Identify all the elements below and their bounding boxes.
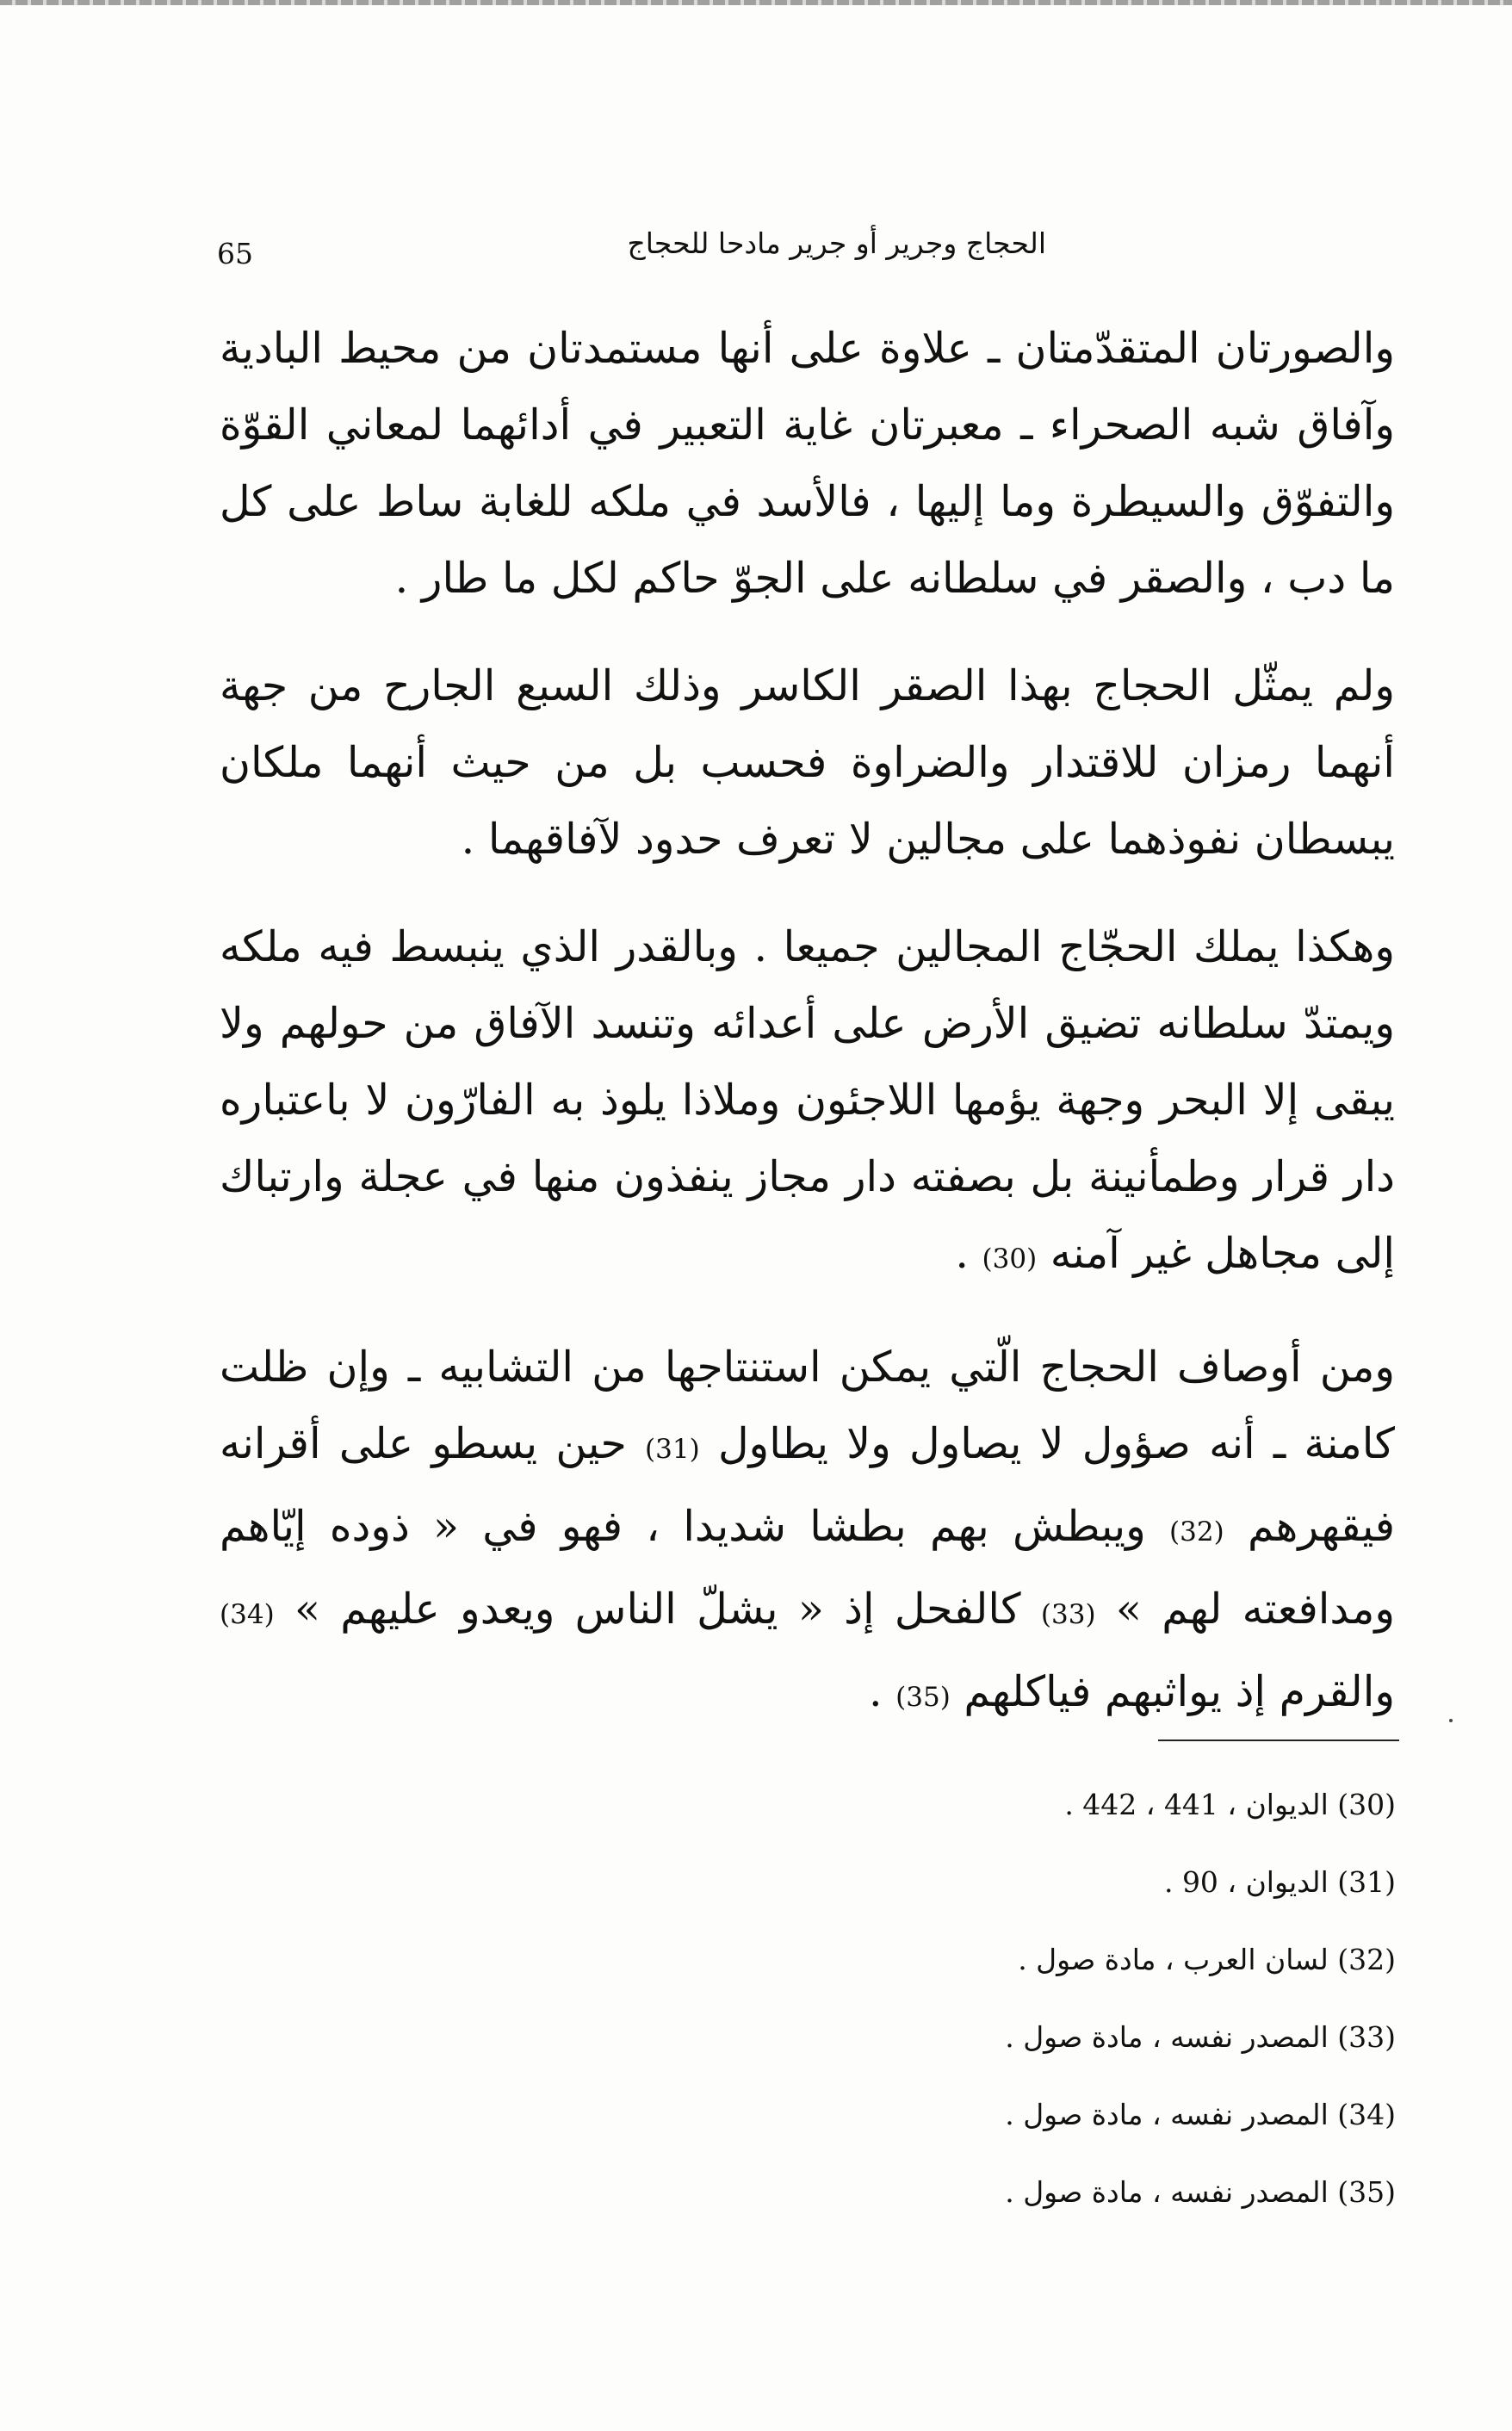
paragraph-3-tail: . (955, 1229, 982, 1278)
scan-speck (1449, 1719, 1453, 1722)
paragraph-2: ولم يمثّل الحجاج بهذا الصقر الكاسر وذلك السبع الجارح من جهة أنهما رمزان للاقتدار والضراوة فحسب بل من حيث أنهما ملكان يبسطان نفوذهما على مجالين لا تعرف حدود لآفاقهما . (220, 661, 1395, 864)
paragraph-4-part-4: كالفحل إذ « يشلّ الناس ويعدو عليهم » (294, 1584, 1041, 1634)
paragraph-3-text: وهكذا يملك الحجّاج المجالين جميعا . وبالقدر الذي ينبسط فيه ملكه ويمتدّ سلطانه تضيق الأرض على أعدائه وتنسد الآفاق من حولهم ولا يبقى إلا البحر وجهة يؤمها اللاجئون وملاذا يلوذ به الفارّون لا باعتباره دار قرار وطمأنينة بل بصفته دار مجاز ينفذون منها في عجلة وارتباك إلى مجاهل غير آمنه (220, 922, 1395, 1278)
top-scan-rule (0, 0, 1512, 5)
footnote-ref-30: (30) (982, 1243, 1038, 1274)
paragraph-4-part-5: والقرم إذ يواثبهم فياكلهم (964, 1667, 1395, 1716)
page-number: 65 (217, 237, 253, 270)
footnote-ref-33: (33) (1040, 1599, 1096, 1630)
footnote-31: (31) الديوان ، 90 . (1163, 1865, 1396, 1899)
footnote-ref-35: (35) (895, 1682, 951, 1713)
paragraph-3 (220, 909, 1395, 1298)
running-header (207, 220, 1395, 280)
footnote-ref-32: (32) (1169, 1516, 1224, 1547)
running-title: الحجاج وجرير أو جرير مادحا للحجاج (627, 226, 1046, 260)
footnote-30: (30) الديوان ، 441 ، 442 . (1064, 1788, 1396, 1821)
paragraph-1: والصورتان المتقدّمتان ـ علاوة على أنها مستمدتان من محيط البادية وآفاق شبه الصحراء ـ معبرتان غاية التعبير في أدائهما لمعاني القوّة والتفوّق والسيطرة وما إليها ، فالأسد في ملكه للغابة ساط على كل ما دب ، والصقر في سلطانه على الجوّ حاكم لكل ما طار . (220, 324, 1395, 603)
footnote-divider (1158, 1740, 1399, 1741)
body-text (220, 310, 1395, 1767)
footnote-ref-31: (31) (645, 1434, 700, 1465)
paragraph-4-part-1: ومن أوصاف الحجاج الّتي يمكن استنتاجها من التشابيه ـ وإن ظلت كامنة ـ أنه صؤول لا يصاول ولا يطاول (220, 1343, 1396, 1468)
footnote-35: (35) المصدر نفسه ، مادة صول . (1005, 2175, 1396, 2209)
footnotes (707, 1783, 1396, 2248)
footnote-33: (33) المصدر نفسه ، مادة صول . (1005, 2020, 1396, 2054)
paragraph-4 (220, 1329, 1395, 1736)
footnote-34: (34) المصدر نفسه ، مادة صول . (1005, 2098, 1396, 2131)
footnote-32: (32) لسان العرب ، مادة صول . (1018, 1943, 1396, 1976)
paragraph-4-part-2: حين يسطو على أقرانه فيقهرهم (220, 1419, 1396, 1551)
footnote-ref-34: (34) (220, 1599, 275, 1630)
paragraph-4-tail: . (868, 1667, 896, 1716)
paragraph-4-part-3: ويبطش بهم بطشا شديدا ، فهو في « ذوده إيّاهم ومدافعته لهم » (220, 1502, 1396, 1634)
